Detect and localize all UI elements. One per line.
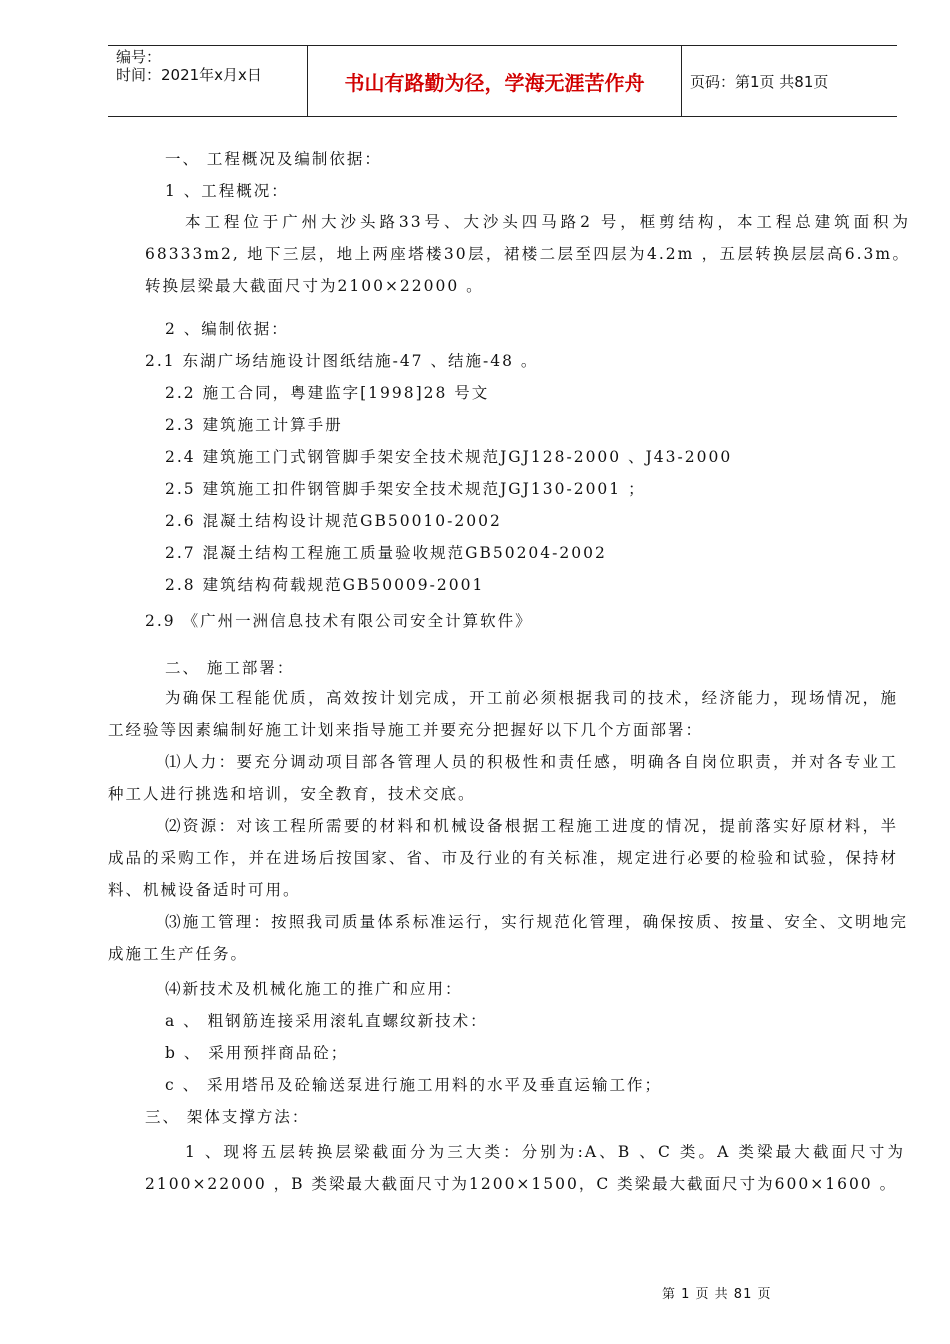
basis-item-2-4: 2.4 建筑施工门式钢管脚手架安全技术规范JGJ128-2000 、J43-2000 (165, 448, 733, 466)
header-meta (108, 46, 308, 116)
basis-item-2-7: 2.7 混凝土结构工程施工质量验收规范GB50204-2002 (165, 544, 607, 562)
deploy-item-1: ⑴人力：要充分调动项目部各管理人员的积极性和责任感，明确各自岗位职责，并对各专业工种工人进行挑选和培训，安全教育，技术交底。 (108, 753, 898, 803)
header-number-label: 编号： (116, 48, 162, 66)
section-1-1-title: 1 、工程概况： (165, 182, 289, 200)
basis-item-2-2: 2.2 施工合同，粤建监字[1998]28 号文 (165, 384, 490, 402)
header-time-label: 时间：2021年x月x日 (116, 66, 262, 84)
tech-item-c: c 、 采用塔吊及砼输送泵进行施工用料的水平及垂直运输工作； (165, 1076, 663, 1094)
document-header (108, 45, 897, 117)
basis-item-2-6: 2.6 混凝土结构设计规范GB50010-2002 (165, 512, 502, 530)
section-3-title: 三、 架体支撑方法： (145, 1108, 310, 1126)
header-motto: 书山有路勤为径，学海无涯苦作舟 (308, 46, 682, 116)
basis-item-2-8: 2.8 建筑结构荷载规范GB50009-2001 (165, 576, 485, 594)
deploy-item-2: ⑵资源：对该工程所需要的材料和机械设备根据工程施工进度的情况，提前落实好原材料，半成品的采购工作，并在进场后按国家、省、市及行业的有关标准，规定进行必要的检验和试验，保持材料、机械设备适时可用。 (108, 817, 898, 899)
section-1-title: 一、 工程概况及编制依据： (165, 150, 382, 168)
basis-item-2-5: 2.5 建筑施工扣件钢管脚手架安全技术规范JGJ130-2001 ； (165, 480, 646, 498)
basis-item-2-9: 2.9 《广州一洲信息技术有限公司安全计算软件》 (145, 612, 533, 630)
section-2-intro: 为确保工程能优质，高效按计划完成，开工前必须根据我司的技术，经济能力，现场情况，施工经验等因素编制好施工计划来指导施工并要充分把握好以下几个方面部署： (108, 689, 898, 739)
tech-item-b: b 、 采用预拌商品砼； (165, 1044, 349, 1062)
section-1-1-text: 本工程位于广州大沙头路33号、大沙头四马路2 号，框剪结构，本工程总建筑面积为68333m2, 地下三层，地上两座塔楼30层，裙楼二层至四层为4.2m ，五层转换层层高6.3m。转换层梁最大截面尺寸为2100×22000 。 (145, 213, 910, 295)
deploy-item-3: ⑶施工管理：按照我司质量体系标准运行，实行规范化管理，确保按质、按量、安全、文明地完成施工生产任务。 (108, 913, 908, 963)
basis-item-2-3: 2.3 建筑施工计算手册 (165, 416, 343, 434)
header-page-info: 页码：第1页 共81页 (690, 72, 829, 91)
section-1-2-title: 2 、编制依据： (165, 320, 289, 338)
page-footer: 第 1 页 共 81 页 (662, 1287, 772, 1302)
section-2-title: 二、 施工部署： (165, 659, 295, 677)
section-3-1-text: 1 、现将五层转换层梁截面分为三大类：分别为:A、B 、C 类。A 类梁最大截面尺寸为2100×22000 ，B 类梁最大截面尺寸为1200×1500，C 类梁最大截面尺寸为600×1600 。 (145, 1143, 905, 1193)
basis-item-2-1: 2.1 东湖广场结施设计图纸结施-47 、结施-48 。 (145, 352, 539, 370)
tech-item-a: a 、 粗钢筋连接采用滚轧直螺纹新技术： (165, 1012, 488, 1030)
deploy-item-4: ⑷新技术及机械化施工的推广和应用： (165, 980, 463, 998)
